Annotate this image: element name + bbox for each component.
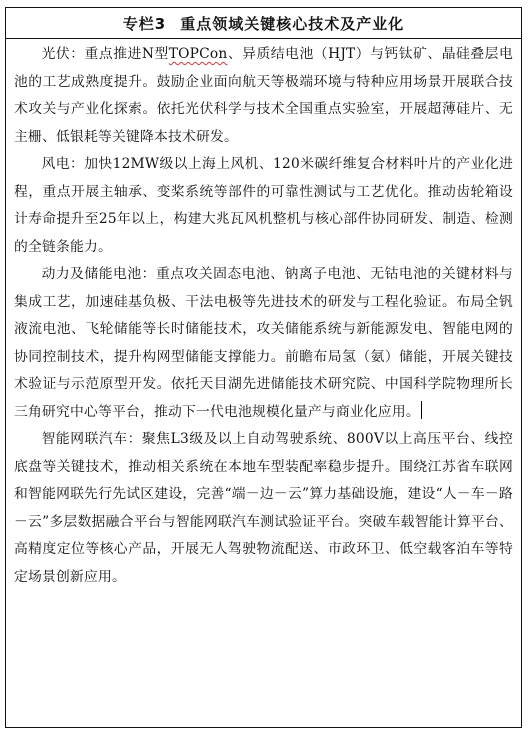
- pv-tail: 、异质结电池（HJT）与钙钛矿、晶硅叠层电池的工艺成熟度提升。鼓励企业面向航天等极端环境与特种应用场景开展联合技术攻关与产业化探索。依托光伏科学与技术全国重点实验室，开展超薄硅片、无主栅、低银耗等关键降本技术研发。: [14, 46, 513, 145]
- box-title-label: 专栏3: [122, 14, 167, 33]
- paragraph-wind: 风电：加快12MW级以上海上风机、120米碳纤维复合材料叶片的产业化进程，重点开展主轴承、变桨系统等部件的可靠性测试与工艺优化。推动齿轮箱设计寿命提升至25年以上，构建大兆瓦风机整机与核心部件协同研发、制造、检测的全链条能力。: [14, 156, 513, 255]
- paragraph-ev: 智能网联汽车：聚焦L3级及以上自动驾驶系统、800V以上高压平台、线控底盘等关键技术，推动相关系统在本地车型装配率稳步提升。围绕江苏省车联网和智能网联先行先试区建设，完善“端－边－云”算力基础设施，建设“人－车－路－云”多层数据融合平台与智能网联汽车测试验证平台。突破车载智能计算平台、高精度定位等核心产品，开展无人驾驶物流配送、市政环卫、低空载客泊车等特定场景创新应用。: [14, 431, 513, 585]
- text-cursor: [421, 401, 422, 419]
- box-title: [6, 8, 521, 39]
- paragraph-battery: [14, 261, 513, 426]
- feature-box: [5, 7, 522, 728]
- box-title-text: 重点领域关键核心技术及产业化: [180, 14, 405, 33]
- pv-head: 光伏：重点推进N型: [41, 46, 169, 62]
- box-content: [6, 39, 521, 591]
- pv-topcon: TOPCon: [168, 46, 228, 62]
- battery-text: 动力及储能电池：重点攻关固态电池、钠离子电池、无钴电池的关键材料与集成工艺，加速硅基负极、干法电极等先进技术的研发与工程化验证。布局全钒液流电池、飞轮储能等长时储能技术，攻关储能系统与新能源发电、智能电网的协同控制技术，提升构网型储能支撑能力。前瞻布局氢（氨）储能，开展关键技术验证与示范原型开发。依托天目湖先进储能技术研究院、中国科学院物理所长三角研究中心等平台，推动下一代电池规模化量产与商业化应用。: [14, 266, 513, 420]
- paragraph-photovoltaic: [14, 41, 513, 151]
